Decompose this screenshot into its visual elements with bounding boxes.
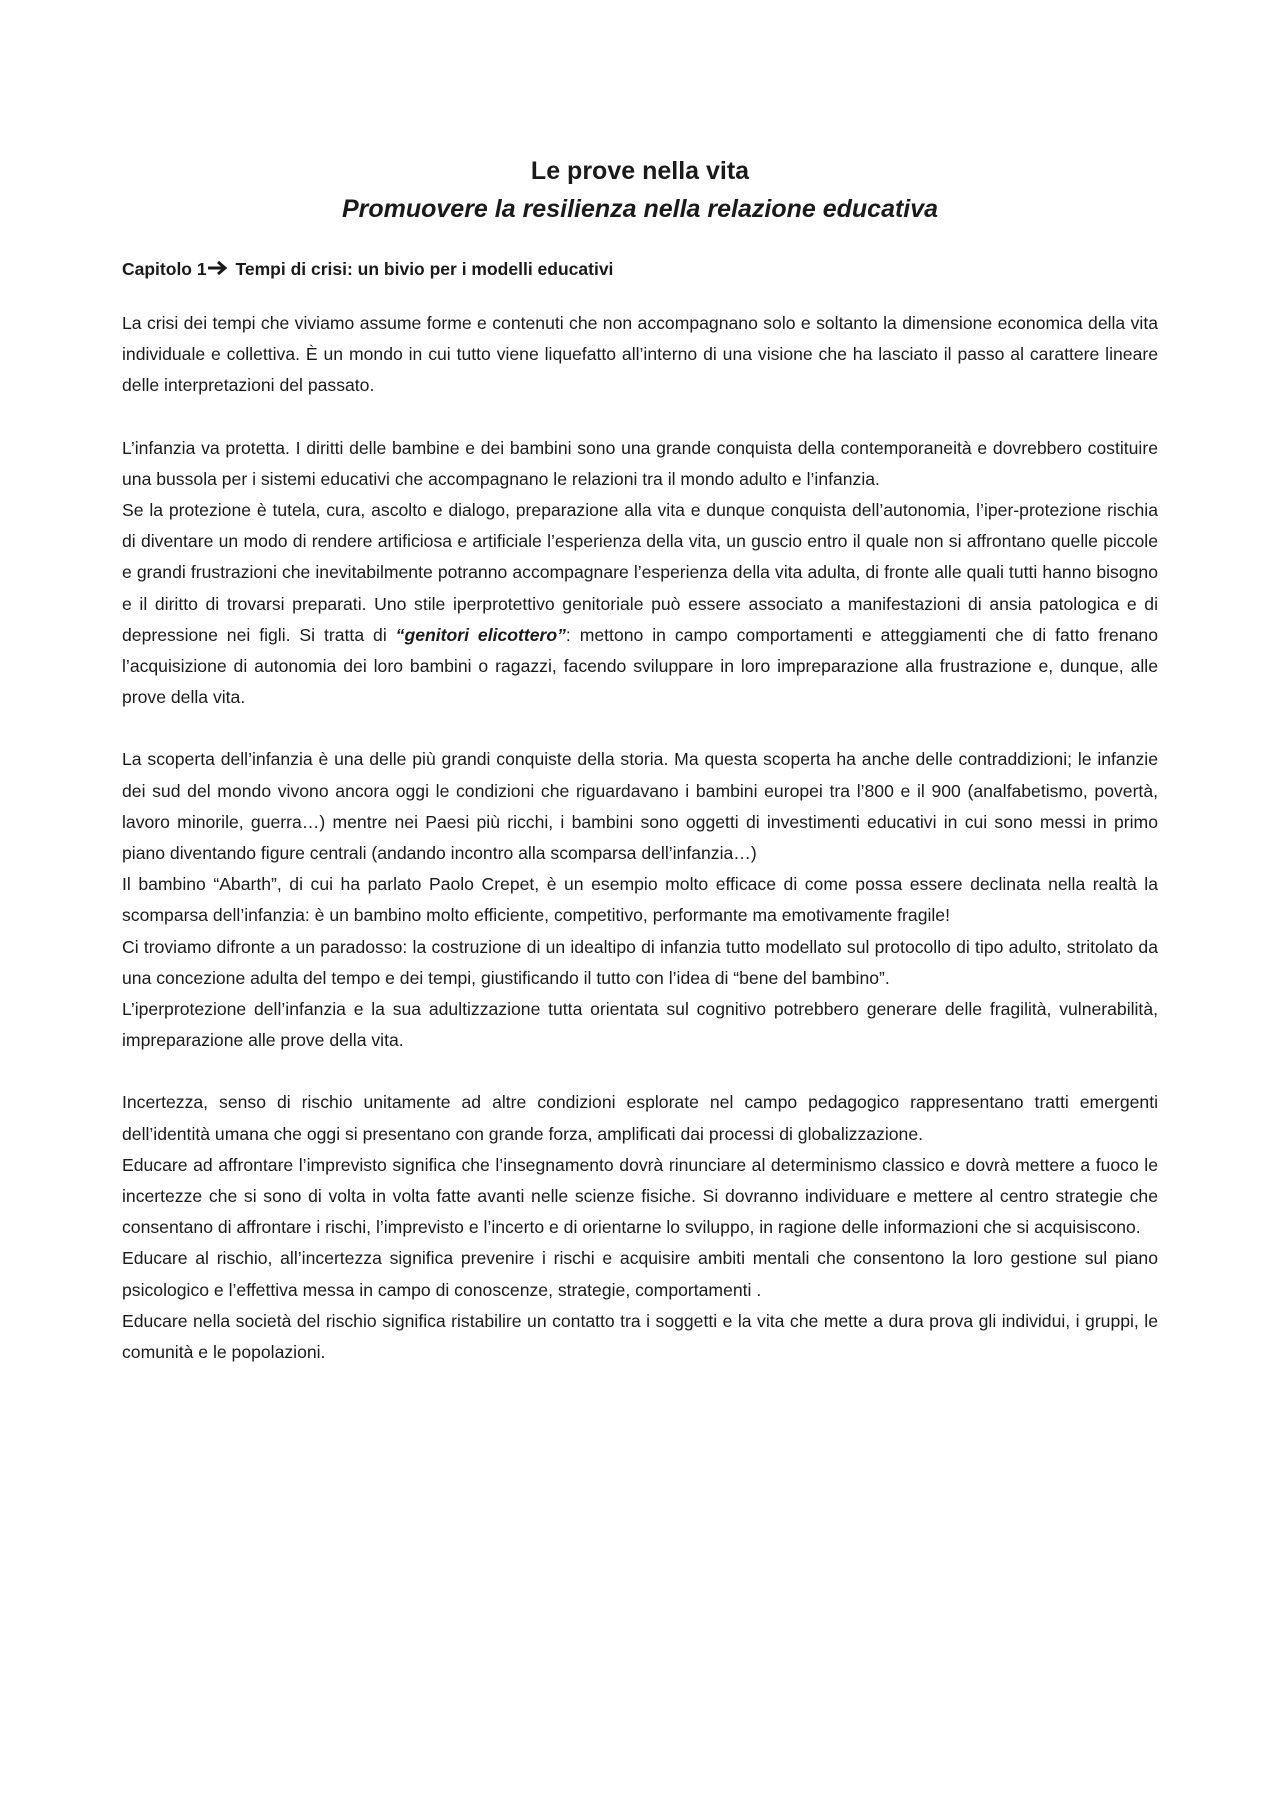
paragraph: Educare nella società del rischio significa ristabilire un contatto tra i soggetti e la vita che mette a dura prova gli individui, i gruppi, le comunità e le popolazioni.	[122, 1310, 1158, 1363]
paragraph: Incertezza, senso di rischio unitamente ad altre condizioni esplorate nel campo pedagogico rappresentano tratti emergenti dell’identità umana che oggi si presentano con grande forza, amplificati dai processi di globalizzazione.	[122, 1092, 1158, 1144]
paragraph-spacer	[122, 1056, 1158, 1087]
emphasis-term: “genitori elicottero”	[395, 624, 566, 645]
paragraph: La scoperta dell’infanzia è una delle più grandi conquiste della storia. Ma questa scoperta ha anche delle contraddizioni; le infanzie dei sud del mondo vivono ancora oggi le condizioni che riguardavano i bambini europei tra l’800 e il 900 (analfabetismo, povertà, lavoro minorile, guerra…) mentre nei Paesi più ricchi, i bambini sono oggetti di investimenti educativi in cui sono messi in primo piano diventando figure centrali (andando incontro alla scomparsa dell’infanzia…)	[122, 749, 1158, 864]
paragraph	[122, 495, 1158, 713]
chapter-label: Capitolo 1	[122, 259, 207, 279]
paragraph-text: Se la protezione è tutela, cura, ascolto e dialogo, preparazione alla vita e dunque conquista dell’autonomia, l’iper-protezione rischia di diventare un modo di rendere artificiosa e artificiale l’esperienza della vita, un guscio entro il quale non si affrontano quelle piccole e grandi frustrazioni che inevitabilmente potranno accompagnare l’esperienza della vita adulta, di fronte alle quali tutti hanno bisogno e il diritto di trovarsi preparati. Uno stile iperprotettivo genitoriale può essere associato a manifestazioni di ansia patologica e di depressione nei figli. Si tratta di	[122, 500, 1158, 645]
document-title: Le prove nella vita	[530, 157, 750, 185]
chapter-heading	[122, 254, 1158, 284]
document-subtitle: Promuovere la resilienza nella relazione educativa	[341, 195, 939, 223]
chapter-title: Tempi di crisi: un bivio per i modelli educativi	[235, 259, 614, 279]
paragraph: Educare ad affrontare l’imprevisto significa che l’insegnamento dovrà rinunciare al determinismo classico e dovrà mettere a fuoco le incertezze che si sono di volta in volta fatte avanti nelle scienze fisiche. Si dovranno individuare e mettere al centro strategie che consentano di affrontare i rischi, l’imprevisto e l’incerto e di orientarne lo sviluppo, in ragione delle informazioni che si acquisiscono.	[122, 1154, 1158, 1238]
paragraph-text: : mettono in campo comportamenti e atteggiamenti che di fatto frenano l’acquisizione di autonomia dei loro bambini o ragazzi, facendo sviluppare in loro impreparazione alla frustrazione e, dunque, alle prove della vita.	[122, 624, 1158, 708]
document-page	[122, 152, 1158, 1368]
paragraph: La crisi dei tempi che viviamo assume forme e contenuti che non accompagnano solo e soltanto la dimensione economica della vita individuale e collettiva. È un mondo in cui tutto viene liquefatto all’interno di una visione che ha lasciato il passo al carattere lineare delle interpretazioni del passato.	[122, 313, 1158, 396]
paragraph-spacer	[122, 402, 1158, 433]
paragraph: Educare al rischio, all’incertezza significa prevenire i rischi e acquisire ambiti mentali che consentono la loro gestione sul piano psicologico e l’effettiva messa in campo di conoscenze, strategie, comportamenti .	[122, 1248, 1158, 1300]
paragraph: L’infanzia va protetta. I diritti delle bambine e dei bambini sono una grande conquista della contemporaneità e dovrebbero costituire una bussola per i sistemi educativi che accompagnano le relazioni tra il mondo adulto e l’infanzia.	[122, 437, 1158, 489]
paragraph-spacer	[122, 713, 1158, 744]
paragraph: L’iperprotezione dell’infanzia e la sua adultizzazione tutta orientata sul cognitivo potrebbero generare delle fragilità, vulnerabilità, impreparazione alle prove della vita.	[122, 999, 1158, 1051]
right-arrow-icon	[207, 259, 229, 279]
paragraph: Il bambino “Abarth”, di cui ha parlato Paolo Crepet, è un esempio molto efficace di come possa essere declinata nella realtà la scomparsa dell’infanzia: è un bambino molto efficiente, competitivo, performante ma emotivamente fragile!	[122, 874, 1158, 926]
paragraph: Ci troviamo difronte a un paradosso: la costruzione di un idealtipo di infanzia tutto modellato sul protocollo di tipo adulto, stritolato da una concezione adulta del tempo e dei tempi, giustificando il tutto con l’idea di “bene del bambino”.	[122, 936, 1158, 988]
